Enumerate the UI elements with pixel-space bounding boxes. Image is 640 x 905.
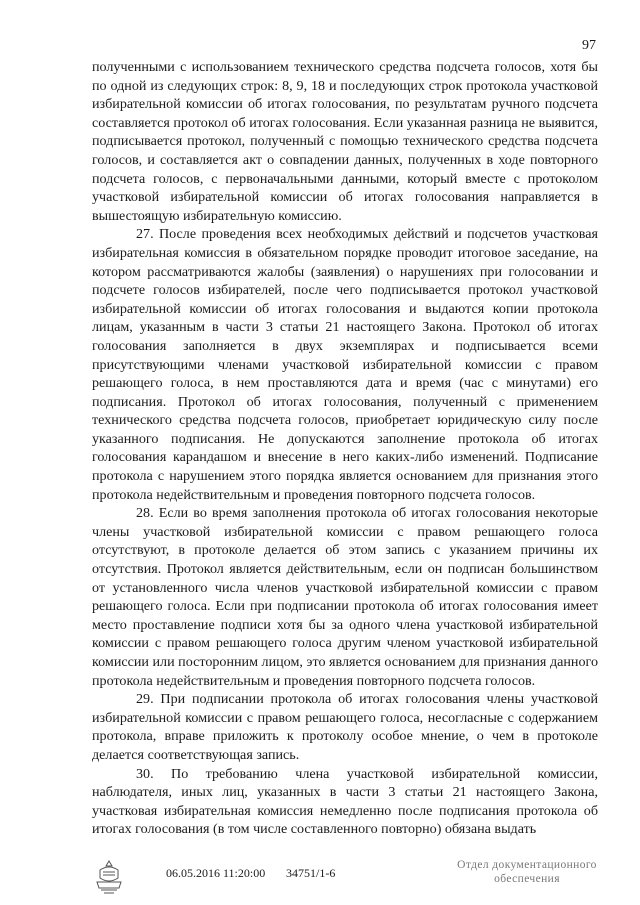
paragraph-continuation: полученными с использованием технического средства подсчета голосов, хотя бы по одной из следующих строк: 8, 9, 18 и последующих строк протокола участковой избирательной комиссии об итогах голосования, по результатам ручного подсчета составляется протокол об итогах голосования. Если указанная разница не выявится, подписывается протокол, полученный с помощью технического средства подсчета голосов, и составляется акт о совпадении данных, полученных в ходе повторного подсчета голосов, с первоначальными данными, который вместе с протоколом участковой избирательной комиссии об итогах голосования направляется в вышестоящую избирательную комиссию.: [92, 59, 598, 224]
page-footer: [0, 858, 640, 898]
stamp-line-1: Отдел документационного: [457, 859, 597, 871]
page-number: 97: [582, 38, 596, 53]
paragraph-30: 30. По требованию члена участковой избирательной комиссии, наблюдателя, иных лиц, указанных в части 3 статьи 21 настоящего Закона, участковая избирательная комиссия немедленно после подписания протокола об итогах голосования (в том числе составленного повторно) обязана выдать: [92, 765, 598, 838]
paragraph-28: 28. Если во время заполнения протокола об итогах голосования некоторые члены участковой избирательной комиссии с правом решающего голоса отсутствуют, в протоколе делается об этом запись с указанием причины их отсутствия. Протокол является действительным, если он подписан большинством от установленного числа членов участковой избирательной комиссии с правом решающего голоса. Если при подписании протокола об итогах голосования имеет место проставление подписи хотя бы за одного члена участковой избирательной комиссии с правом решающего голоса другим членом участковой избирательной комиссии или посторонним лицом, это является основанием для признания данного протокола недействительным и проведения повторного подсчета голосов.: [92, 505, 598, 689]
stamp-line-2: обеспечения: [494, 873, 560, 885]
document-number: 34751/1-6: [286, 866, 336, 880]
emblem-logo-icon: [92, 858, 126, 896]
document-body: [92, 58, 598, 839]
paragraph-27: 27. После проведения всех необходимых действий и подсчетов участковая избирательная комиссия в обязательном порядке проводит итоговое заседание, на котором рассматриваются жалобы (заявления) о нарушениях при голосовании и подсчете голосов избирателей, после чего подписывается протокол участковой избирательной комиссии об итогах голосования и выдаются копии протокола лицам, указанным в части 3 статьи 21 настоящего Закона. Протокол об итогах голосования заполняется в двух экземплярах и подписывается всеми присутствующими членами участковой избирательной комиссии с правом решающего голоса, в нем проставляются дата и время (час с минутами) его подписания. Протокол об итогах голосования, полученный с применением технического средства подсчета голосов, приобретает юридическую силу после указанного подписания. Не допускаются заполнение протокола об итогах голосования карандашом и внесение в него каких-либо изменений. Подписание протокола с нарушением этого порядка является основанием для признания этого протокола недействительным и проведения повторного подсчета голосов.: [92, 226, 598, 503]
print-timestamp: 06.05.2016 11:20:00: [166, 866, 266, 880]
department-stamp: [452, 858, 602, 886]
paragraph-29: 29. При подписании протокола об итогах голосования члены участковой избирательной комиссии с правом решающего голоса, несогласные с содержанием протокола, вправе приложить к протоколу особое мнение, о чем в протоколе делается соответствующая запись.: [92, 691, 598, 763]
